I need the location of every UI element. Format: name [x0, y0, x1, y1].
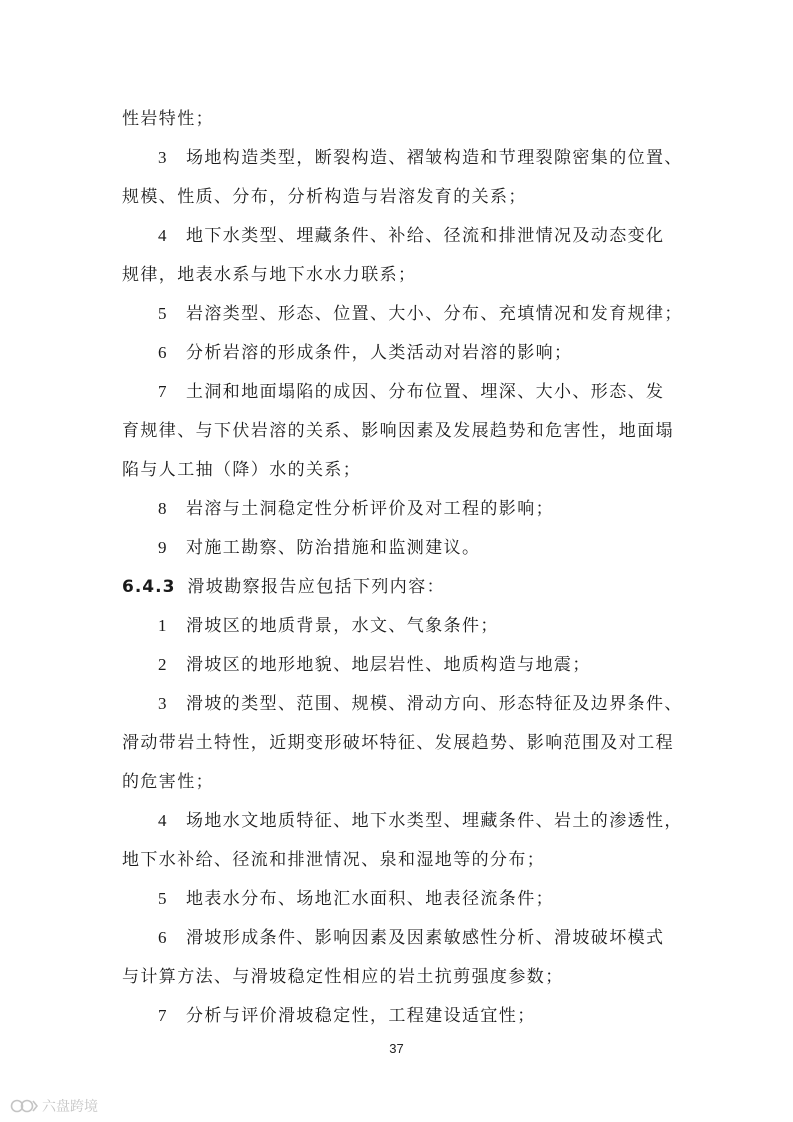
- list-item-number: 7: [158, 1006, 168, 1025]
- list-item-number: 6: [158, 343, 168, 362]
- list-item-7b: 7 分析与评价滑坡稳定性，工程建设适宜性；: [158, 1006, 536, 1026]
- text-line-20: 地下水补给、径流和排泄情况、泉和湿地等的分布；: [122, 850, 546, 870]
- watermark-text: 六盘跨境: [42, 1099, 98, 1115]
- list-item-4: 4 地下水类型、埋藏条件、补给、径流和排泄情况及动态变化: [158, 226, 665, 246]
- list-item-number: 6: [158, 928, 168, 947]
- list-item-3b: 3 滑坡的类型、范围、规模、滑动方向、形态特征及边界条件、: [158, 694, 683, 714]
- section-number: 6.4.3: [122, 577, 176, 597]
- list-item-number: 9: [158, 538, 168, 557]
- list-item-number: 4: [158, 226, 168, 245]
- list-item-number: 7: [158, 382, 168, 401]
- list-item-9: 9 对施工勘察、防治措施和监测建议。: [158, 538, 481, 558]
- list-item-number: 8: [158, 499, 168, 518]
- watermark-logo-icon: [10, 1098, 38, 1114]
- text-line-3: 规模、性质、分布，分析构造与岩溶发育的关系；: [122, 187, 527, 207]
- text-line-17: 滑动带岩土特性，近期变形破坏特征、发展趋势、影响范围及对工程: [122, 733, 674, 753]
- list-item-number: 3: [158, 694, 168, 713]
- list-item-5: 5 岩溶类型、形态、位置、大小、分布、充填情况和发育规律；: [158, 304, 683, 324]
- list-item-3: 3 场地构造类型，断裂构造、褶皱构造和节理裂隙密集的位置、: [158, 148, 683, 168]
- list-item-2: 2 滑坡区的地形地貌、地层岩性、地质构造与地震；: [158, 655, 591, 675]
- list-item-6b: 6 滑坡形成条件、影响因素及因素敏感性分析、滑坡破坏模式: [158, 928, 665, 948]
- text-line-1: 性岩特性；: [122, 109, 214, 129]
- list-item-8: 8 岩溶与土洞稳定性分析评价及对工程的影响；: [158, 499, 554, 519]
- page-number: 37: [389, 1041, 404, 1056]
- list-item-number: 5: [158, 304, 168, 323]
- list-item-6: 6 分析岩溶的形成条件，人类活动对岩溶的影响；: [158, 343, 573, 363]
- list-item-5b: 5 地表水分布、场地汇水面积、地表径流条件；: [158, 889, 554, 909]
- list-item-number: 5: [158, 889, 168, 908]
- text-line-10: 陷与人工抽（降）水的关系；: [122, 460, 362, 480]
- list-item-4b: 4 场地水文地质特征、地下水类型、埋藏条件、岩土的渗透性，: [158, 811, 683, 831]
- watermark: [10, 1096, 98, 1116]
- text-line-23: 与计算方法、与滑坡稳定性相应的岩土抗剪强度参数；: [122, 967, 564, 987]
- list-item-7: 7 土洞和地面塌陷的成因、分布位置、埋深、大小、形态、发: [158, 382, 665, 402]
- section-heading: 6.4.3 滑坡勘察报告应包括下列内容：: [122, 577, 446, 597]
- list-item-number: 2: [158, 655, 168, 674]
- text-line-18: 的危害性；: [122, 772, 214, 792]
- list-item-number: 1: [158, 616, 168, 635]
- text-line-9: 育规律、与下伏岩溶的关系、影响因素及发展趋势和危害性，地面塌: [122, 421, 674, 441]
- list-item-1: 1 滑坡区的地质背景，水文、气象条件；: [158, 616, 499, 636]
- list-item-number: 4: [158, 811, 168, 830]
- text-line-5: 规律，地表水系与地下水水力联系；: [122, 265, 417, 285]
- list-item-number: 3: [158, 148, 168, 167]
